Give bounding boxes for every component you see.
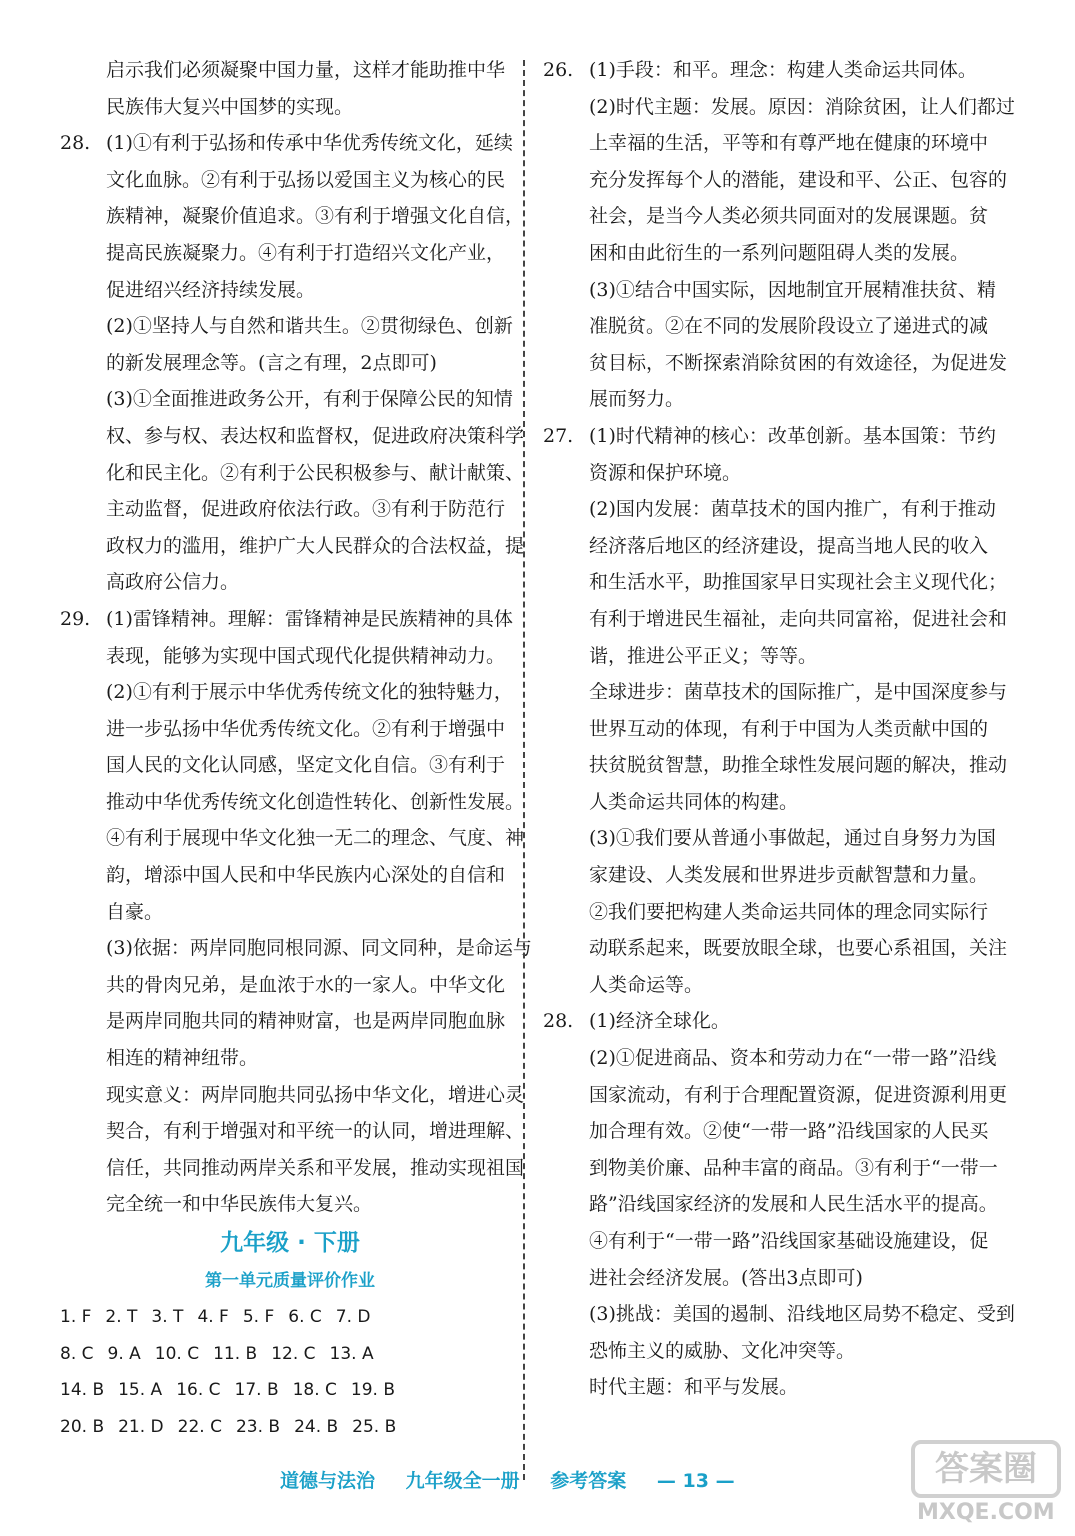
answer-line: ④有利于“一带一路”沿线国家基础设施建设，促 bbox=[589, 1230, 989, 1252]
answer-line: 和生活水平，助推国家早日实现社会主义现代化； bbox=[589, 571, 1008, 594]
answer-line: 谐，推进公平正义；等等。 bbox=[589, 644, 818, 667]
mcq-answer: 24. B bbox=[294, 1416, 339, 1437]
answer-line: 是两岸同胞共同的精神财富，也是两岸同胞血脉 bbox=[106, 1010, 506, 1033]
question-27-first-line bbox=[543, 418, 996, 455]
mcq-row bbox=[60, 1372, 510, 1409]
answer-line: 路”沿线国家经济的发展和人民生活水平的提高。 bbox=[589, 1193, 998, 1216]
answer-line: 促进绍兴经济持续发展。 bbox=[106, 278, 316, 301]
answer-line: 信任，共同推动两岸关系和平发展，推动实现祖国 bbox=[106, 1156, 525, 1179]
right-column bbox=[543, 52, 1015, 1406]
mcq-answer: 25. B bbox=[352, 1416, 397, 1437]
mcq-answer: 20. B bbox=[60, 1416, 105, 1437]
mcq-answer: 4. F bbox=[197, 1307, 229, 1327]
footer-grade: 九年级全一册 bbox=[405, 1470, 520, 1492]
mcq-row bbox=[60, 1336, 510, 1373]
footer-label: 参考答案 bbox=[550, 1470, 627, 1492]
section-title: 九年级 · 下册 bbox=[220, 1230, 360, 1256]
continued-line: 启示我们必须凝聚中国力量，这样才能助推中华 bbox=[106, 59, 506, 81]
answer-text: (1)①有利于弘扬和传承中华优秀传统文化，延续 bbox=[106, 132, 513, 155]
mcq-answer: 13. A bbox=[329, 1343, 374, 1364]
mcq-answer: 14. B bbox=[60, 1380, 105, 1401]
answer-line: 上幸福的生活，平等和有尊严地在健康的环境中 bbox=[589, 132, 989, 155]
answer-line: 权、参与权、表达权和监督权，促进政府决策科学 bbox=[106, 424, 525, 447]
mcq-answer: 1. F bbox=[60, 1307, 92, 1327]
question-29-number: 29. bbox=[60, 607, 91, 630]
left-column bbox=[60, 52, 532, 1445]
answer-line: (3)挑战：美国的遏制、沿线地区局势不稳定、受到 bbox=[589, 1303, 1015, 1326]
answer-line: (2)国内发展：菌草技术的国内推广，有利于推动 bbox=[589, 498, 996, 521]
answer-line: 人类命运等。 bbox=[589, 973, 704, 996]
mcq-answer: 11. B bbox=[213, 1343, 258, 1364]
answer-line: (2)①有利于展示中华优秀传统文化的独特魅力， bbox=[106, 681, 513, 704]
question-28-first-line bbox=[60, 125, 513, 162]
answer-line: (3)①结合中国实际，因地制宜开展精准扶贫、精 bbox=[589, 278, 996, 301]
column-divider bbox=[523, 60, 525, 1480]
answer-line: ②我们要把构建人类命运共同体的理念同实际行 bbox=[589, 900, 989, 923]
answer-line: 全球进步：菌草技术的国际推广，是中国深度参与 bbox=[589, 681, 1008, 704]
mcq-answer: 8. C bbox=[60, 1343, 94, 1364]
answer-line: 完全统一和中华民族伟大复兴。 bbox=[106, 1193, 373, 1216]
mcq-answer: 15. A bbox=[118, 1380, 163, 1401]
answer-text: (1)雷锋精神。理解：雷锋精神是民族精神的具体 bbox=[106, 607, 513, 630]
answer-line: 准脱贫。②在不同的发展阶段设立了递进式的减 bbox=[589, 315, 989, 338]
answer-line: 扶贫脱贫智慧，助推全球性发展问题的解决，推动 bbox=[589, 754, 1008, 777]
mcq-answer: 18. C bbox=[292, 1380, 337, 1401]
answer-line: (3)①全面推进政务公开，有利于保障公民的知情 bbox=[106, 388, 513, 411]
answer-line: 族精神，凝聚价值追求。③有利于增强文化自信， bbox=[106, 205, 525, 228]
mcq-answer: 6. C bbox=[288, 1307, 322, 1327]
page-footer bbox=[280, 1466, 759, 1493]
mcq-answer: 23. B bbox=[235, 1416, 281, 1437]
answer-line: ④有利于展现中华文化独一无二的理念、气度、神 bbox=[106, 827, 525, 850]
mcq-answer: 21. D bbox=[118, 1416, 164, 1437]
answer-line: 高政府公信力。 bbox=[106, 571, 240, 594]
answer-line: 人类命运共同体的构建。 bbox=[589, 790, 799, 813]
answer-line: (3)①我们要从普通小事做起，通过自身努力为国 bbox=[589, 827, 996, 850]
mcq-answer: 12. C bbox=[271, 1343, 316, 1364]
section-subtitle: 第一单元质量评价作业 bbox=[205, 1271, 375, 1291]
answer-line: 充分发挥每个人的潜能，建设和平、公正、包容的 bbox=[589, 168, 1008, 191]
answer-line: 恐怖主义的威胁、文化冲突等。 bbox=[589, 1339, 856, 1362]
answer-line: 文化血脉。②有利于弘扬以爱国主义为核心的民 bbox=[106, 168, 506, 191]
mcq-answer: 16. C bbox=[176, 1380, 221, 1401]
answer-line: 进社会经济发展。(答出3点即可) bbox=[589, 1266, 863, 1289]
watermark-url: MXQE.COM bbox=[917, 1500, 1055, 1525]
mcq-answer: 17. B bbox=[234, 1380, 279, 1401]
answer-line: 加合理有效。②使“一带一路”沿线国家的人民买 bbox=[589, 1120, 989, 1143]
answer-line: (2)①坚持人与自然和谐共生。②贯彻绿色、创新 bbox=[106, 315, 513, 338]
answer-line: 化和民主化。②有利于公民积极参与、献计献策、 bbox=[106, 461, 525, 484]
answer-line: (2)①促进商品、资本和劳动力在“一带一路”沿线 bbox=[589, 1047, 997, 1070]
answer-text: (1)时代精神的核心：改革创新。基本国策：节约 bbox=[589, 424, 996, 447]
watermark-logo bbox=[911, 1440, 1061, 1530]
question-28b-first-line bbox=[543, 1003, 993, 1040]
answer-line: 现实意义：两岸同胞共同弘扬中华文化，增进心灵 bbox=[106, 1083, 525, 1106]
question-26-first-line bbox=[543, 52, 993, 89]
answer-line: 提高民族凝聚力。④有利于打造绍兴文化产业， bbox=[106, 241, 506, 264]
answer-line: 动联系起来，既要放眼全球，也要心系祖国，关注 bbox=[589, 937, 1008, 960]
answer-line: (3)依据：两岸同胞同根同源、同文同种，是命运与 bbox=[106, 937, 532, 960]
answer-line: 到物美价廉、品种丰富的商品。③有利于“一带一 bbox=[589, 1156, 998, 1179]
answer-line: 韵，增添中国人民和中华民族内心深处的自信和 bbox=[106, 864, 506, 887]
mcq-answer: 2. T bbox=[105, 1307, 138, 1327]
answer-line: 表现，能够为实现中国式现代化提供精神动力。 bbox=[106, 644, 506, 667]
footer-page-number: — 13 — bbox=[656, 1470, 735, 1492]
mcq-answer: 22. C bbox=[177, 1416, 222, 1437]
answer-line: 政权力的滥用，维护广大人民群众的合法权益，提 bbox=[106, 534, 525, 557]
mcq-answer: 7. D bbox=[335, 1307, 371, 1327]
mcq-row bbox=[60, 1299, 510, 1336]
mcq-answer: 9. A bbox=[107, 1343, 141, 1364]
answer-line: 国家流动，有利于合理配置资源，促进资源利用更 bbox=[589, 1083, 1008, 1106]
answer-line: 国人民的文化认同感，坚定文化自信。③有利于 bbox=[106, 754, 506, 777]
mcq-answer: 10. C bbox=[154, 1343, 200, 1364]
continued-line: 民族伟大复兴中国梦的实现。 bbox=[106, 95, 354, 118]
answer-text: (1)经济全球化。 bbox=[589, 1010, 730, 1033]
answer-line: 相连的精神纽带。 bbox=[106, 1047, 259, 1070]
answer-line: 的新发展理念等。(言之有理，2点即可) bbox=[106, 351, 437, 374]
footer-subject: 道德与法治 bbox=[280, 1470, 376, 1492]
mcq-answer: 3. T bbox=[151, 1307, 184, 1327]
question-29-first-line bbox=[60, 601, 513, 638]
answer-line: 社会，是当今人类必须共同面对的发展课题。贫 bbox=[589, 205, 989, 228]
answer-line: 家建设、人类发展和世界进步贡献智慧和力量。 bbox=[589, 864, 989, 887]
mcq-row bbox=[60, 1409, 510, 1446]
answer-line: 契合，有利于增强对和平统一的认同，增进理解、 bbox=[106, 1120, 525, 1143]
answer-line: 经济落后地区的经济建设，提高当地人民的收入 bbox=[589, 534, 989, 557]
question-26-number: 26. bbox=[543, 59, 574, 81]
answer-line: 展而努力。 bbox=[589, 388, 685, 411]
answer-line: 贫目标，不断探索消除贫困的有效途径，为促进发 bbox=[589, 351, 1008, 374]
answer-line: 进一步弘扬中华优秀传统文化。②有利于增强中 bbox=[106, 717, 506, 740]
answer-line: 自豪。 bbox=[106, 900, 164, 923]
watermark-logo-text: 答案圈 bbox=[911, 1440, 1061, 1498]
answer-line: 资源和保护环境。 bbox=[589, 461, 742, 484]
answer-line: 时代主题：和平与发展。 bbox=[589, 1376, 799, 1399]
question-28b-number: 28. bbox=[543, 1010, 574, 1033]
answer-line: 共的骨肉兄弟，是血浓于水的一家人。中华文化 bbox=[106, 973, 506, 996]
answer-line: 困和由此衍生的一系列问题阻碍人类的发展。 bbox=[589, 241, 970, 264]
answer-line: 有利于增进民生福祉，走向共同富裕，促进社会和 bbox=[589, 607, 1008, 630]
answer-line: (2)时代主题：发展。原因：消除贫困，让人们都过 bbox=[589, 95, 1015, 118]
mcq-answer: 19. B bbox=[350, 1380, 396, 1401]
mcq-answer: 5. F bbox=[242, 1307, 275, 1327]
answer-line: 世界互动的体现，有利于中国为人类贡献中国的 bbox=[589, 717, 989, 740]
answer-line: 主动监督，促进政府依法行政。③有利于防范行 bbox=[106, 498, 506, 521]
question-28-number: 28. bbox=[60, 132, 91, 155]
question-27-number: 27. bbox=[543, 424, 574, 447]
answer-text: (1)手段：和平。理念：构建人类命运共同体。 bbox=[589, 59, 977, 81]
answer-line: 推动中华优秀传统文化创造性转化、创新性发展。 bbox=[106, 790, 525, 813]
